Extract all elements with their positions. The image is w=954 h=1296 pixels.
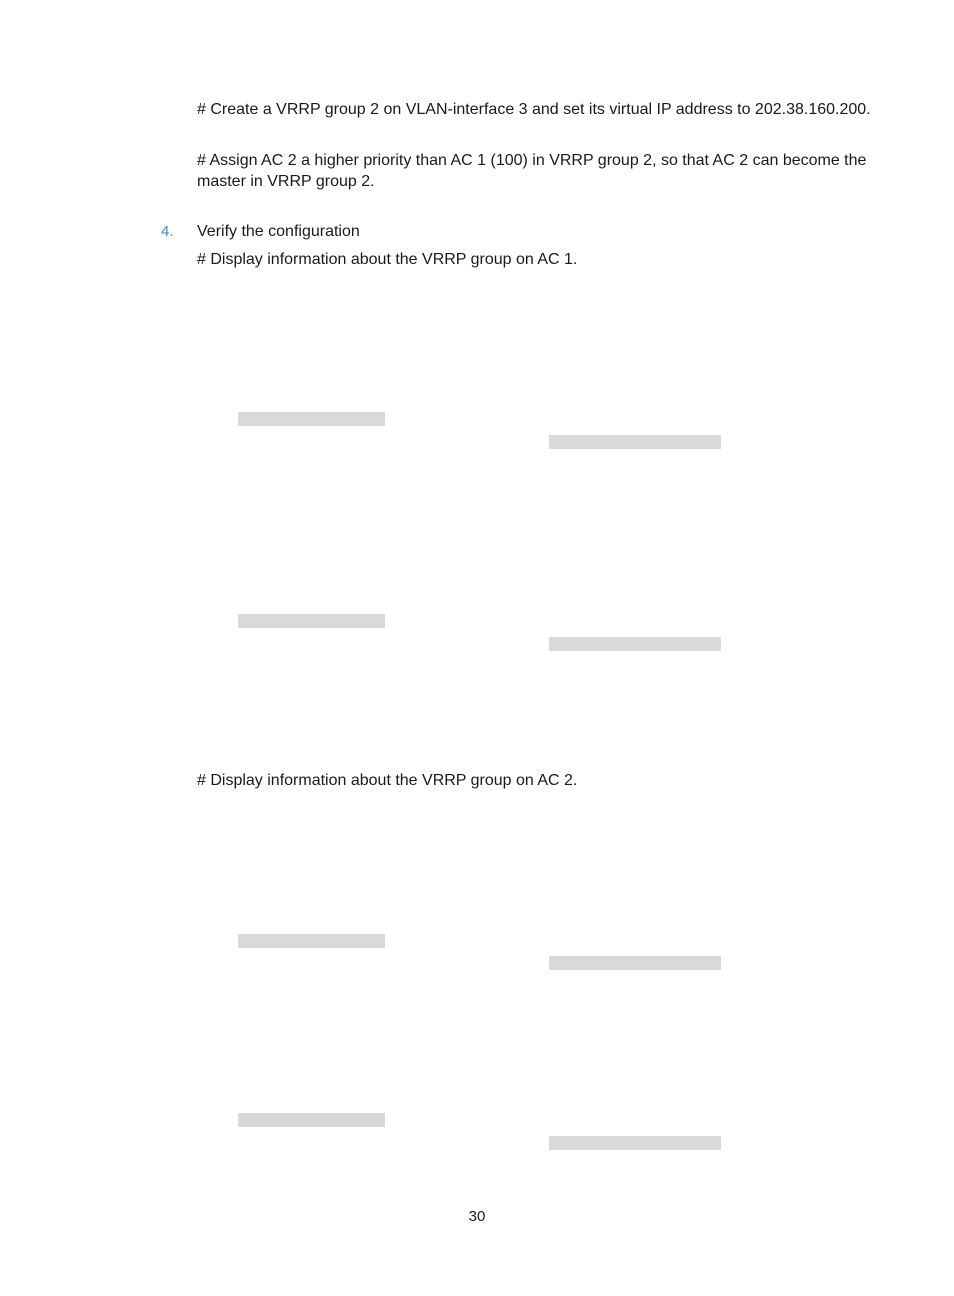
redacted-value: [549, 435, 721, 449]
redacted-value: [238, 934, 385, 948]
redacted-value: [238, 412, 385, 426]
redacted-value: [549, 956, 721, 970]
display-ac2-instruction: # Display information about the VRRP group on AC 2.: [197, 772, 578, 789]
redacted-value: [238, 614, 385, 628]
redacted-value: [549, 1136, 721, 1150]
create-vrrp-group-instruction: # Create a VRRP group 2 on VLAN-interface 3 and set its virtual IP address to 202.38.160.200.: [197, 101, 871, 118]
step-title: Verify the configuration: [197, 223, 360, 240]
step-number: 4.: [161, 223, 174, 240]
redacted-value: [238, 1113, 385, 1127]
assign-priority-instruction: # Assign AC 2 a higher priority than AC 1 (100) in VRRP group 2, so that AC 2 can become the master in VRRP group 2.: [197, 152, 867, 190]
page-number: 30: [468, 1208, 486, 1225]
display-ac1-instruction: # Display information about the VRRP group on AC 1.: [197, 251, 578, 268]
redacted-value: [549, 637, 721, 651]
